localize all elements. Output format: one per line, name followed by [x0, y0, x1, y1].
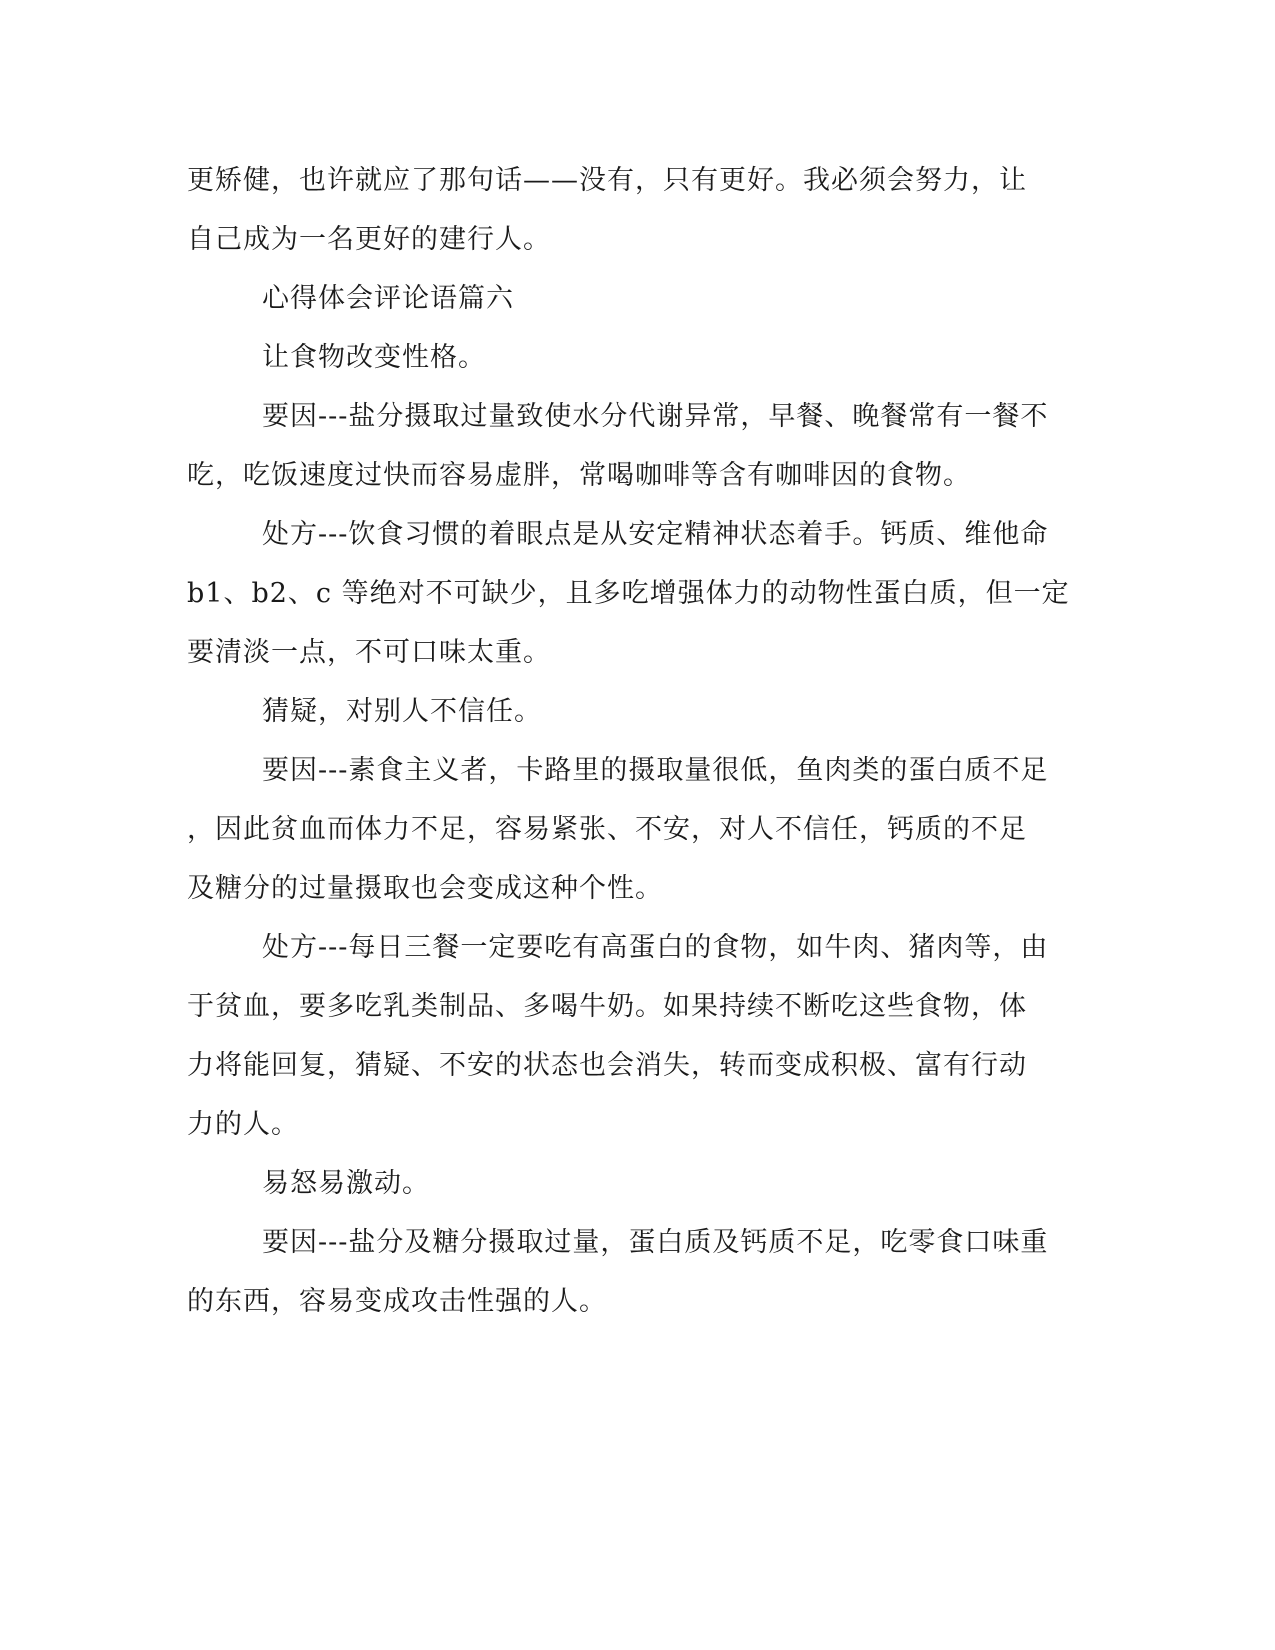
paragraph-line: 处方---每日三餐一定要吃有高蛋白的食物，如牛肉、猪肉等，由 [262, 932, 1049, 963]
paragraph-line: 要因---盐分及糖分摄取过量，蛋白质及钙质不足，吃零食口味重 [262, 1227, 1049, 1258]
paragraph-line: ，因此贫血而体力不足，容易紧张、不安，对人不信任，钙质的不足 [187, 814, 1027, 845]
section-heading: 心得体会评论语篇六 [262, 283, 514, 314]
paragraph-line: 处方---饮食习惯的着眼点是从安定精神状态着手。钙质、维他命 [262, 519, 1049, 550]
paragraph-line: 让食物改变性格。 [262, 342, 486, 373]
paragraph-line: 力的人。 [187, 1109, 299, 1140]
paragraph-line: 自己成为一名更好的建行人。 [187, 224, 551, 255]
paragraph-line: 猜疑，对别人不信任。 [262, 696, 542, 727]
paragraph-line: 要因---盐分摄取过量致使水分代谢异常，早餐、晚餐常有一餐不 [262, 401, 1049, 432]
paragraph-line: 力将能回复，猜疑、不安的状态也会消失，转而变成积极、富有行动 [187, 1050, 1027, 1081]
paragraph-line: 吃，吃饭速度过快而容易虚胖，常喝咖啡等含有咖啡因的食物。 [187, 460, 971, 491]
paragraph-line: 更矫健，也许就应了那句话——没有，只有更好。我必须会努力，让 [187, 165, 1027, 196]
paragraph-line: 要清淡一点，不可口味太重。 [187, 637, 551, 668]
paragraph-line: b1、b2、c 等绝对不可缺少，且多吃增强体力的动物性蛋白质，但一定 [187, 578, 1070, 609]
paragraph-line: 要因---素食主义者，卡路里的摄取量很低，鱼肉类的蛋白质不足 [262, 755, 1049, 786]
paragraph-line: 于贫血，要多吃乳类制品、多喝牛奶。如果持续不断吃这些食物，体 [187, 991, 1027, 1022]
paragraph-line: 易怒易激动。 [262, 1168, 430, 1199]
paragraph-line: 的东西，容易变成攻击性强的人。 [187, 1286, 607, 1317]
paragraph-line: 及糖分的过量摄取也会变成这种个性。 [187, 873, 663, 904]
